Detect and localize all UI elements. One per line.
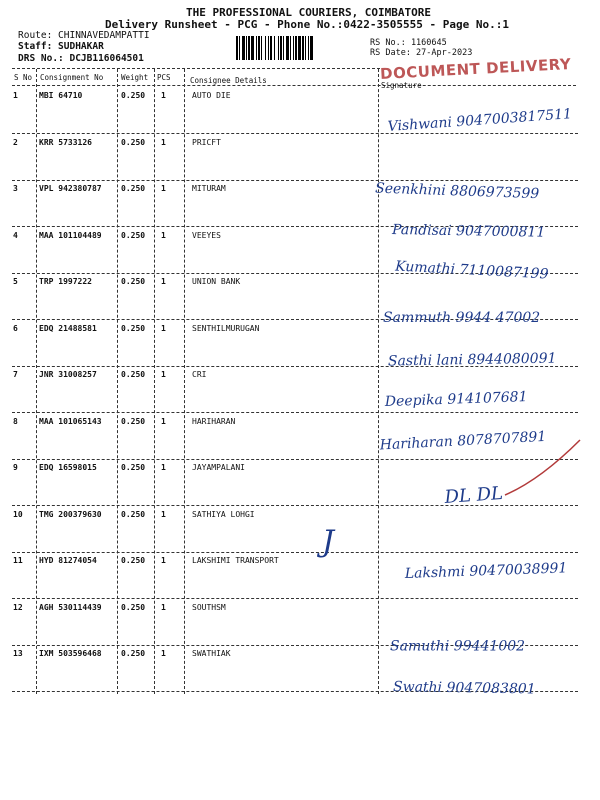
handwritten-signature: Kumathi 7110087199	[394, 258, 549, 283]
row-pcs: 1	[161, 323, 166, 333]
row-consignee: CRI	[192, 370, 207, 379]
row-weight: 0.250	[121, 137, 146, 147]
red-ink-mark	[505, 440, 580, 495]
col-signature: Signature	[381, 81, 422, 90]
row-pcs: 1	[161, 649, 166, 658]
row-consignee: SENTHILMURUGAN	[192, 323, 260, 333]
row-weight: 0.250	[121, 277, 146, 286]
row-weight: 0.250	[121, 184, 146, 193]
handwritten-signature: DL DL	[443, 482, 504, 508]
row-sno: 10	[13, 509, 23, 519]
row-consignment-no: VPL 942380787	[39, 184, 102, 193]
row-consignment-no: MBI 64710	[39, 91, 83, 100]
handwritten-signature: Hariharan 8078707891	[379, 428, 547, 454]
row-pcs: 1	[161, 602, 166, 612]
row-sno: 3	[13, 184, 18, 193]
handwritten-signature: Pandisai 9047000811	[391, 222, 546, 241]
row-sno: 2	[13, 137, 18, 147]
row-consignee: SWATHIAK	[192, 649, 231, 658]
row-pcs: 1	[161, 556, 166, 565]
row-sno: 12	[13, 602, 23, 612]
row-consignee: UNION BANK	[192, 277, 241, 286]
row-sno: 11	[13, 556, 23, 565]
row-weight: 0.250	[121, 91, 146, 100]
row-consignee: JAYAMPALANI	[192, 463, 245, 472]
row-pcs: 1	[161, 91, 166, 100]
row-sno: 6	[13, 323, 18, 333]
handwritten-signature: J	[322, 524, 335, 560]
row-consignment-no: MAA 101065143	[39, 416, 102, 426]
drs-number: DRS No.: DCJB116064501	[18, 53, 144, 64]
row-consignee: AUTO DIE	[192, 91, 231, 100]
row-consignee: SOUTHSM	[192, 602, 226, 612]
rs-number: RS No.: 1160645	[370, 38, 447, 48]
row-sno: 5	[13, 277, 18, 286]
row-pcs: 1	[161, 137, 166, 147]
row-consignment-no: TRP 1997222	[39, 277, 92, 286]
row-consignee: SATHIYA LOHGI	[192, 509, 255, 519]
row-sno: 8	[13, 416, 18, 426]
row-consignee: LAKSHIMI TRANSPORT	[192, 556, 279, 565]
row-pcs: 1	[161, 277, 166, 286]
handwritten-signature: Sasthi lani 8944080091	[387, 350, 557, 370]
row-weight: 0.250	[121, 230, 146, 240]
company-title: THE PROFESSIONAL COURIERS, COIMBATORE	[186, 6, 432, 19]
row-pcs: 1	[161, 370, 166, 379]
row-weight: 0.250	[121, 602, 146, 612]
row-sno: 9	[13, 463, 18, 472]
row-consignee: MITURAM	[192, 184, 226, 193]
handwritten-signature: Swathi 9047083801	[392, 679, 536, 698]
row-weight: 0.250	[121, 463, 146, 472]
row-consignment-no: AGH 530114439	[39, 602, 102, 612]
runsheet-title: Delivery Runsheet - PCG - Phone No.:0422-3505555 - Page No.:1	[105, 18, 509, 31]
handwritten-signature: Sammuth 9944 47002	[383, 310, 541, 326]
row-consignee: HARIHARAN	[192, 416, 236, 426]
document-delivery-stamp: DOCUMENT DELIVERY	[379, 55, 572, 83]
row-consignment-no: JNR 31008257	[39, 370, 97, 379]
row-weight: 0.250	[121, 509, 146, 519]
row-consignment-no: HYD 81274054	[39, 556, 97, 565]
handwritten-signature: Deepika 914107681	[384, 389, 528, 410]
row-consignment-no: KRR 5733126	[39, 137, 92, 147]
handwritten-signature: Lakshmi 90470038991	[404, 560, 568, 582]
col-consignment: Consignment No	[40, 73, 104, 82]
row-pcs: 1	[161, 416, 166, 426]
row-consignment-no: EDQ 21488581	[39, 323, 97, 333]
row-pcs: 1	[161, 509, 166, 519]
row-pcs: 1	[161, 184, 166, 193]
route-label: Route: CHINNAVEDAMPATTI	[18, 30, 150, 41]
row-consignment-no: EDQ 16598015	[39, 463, 97, 472]
row-weight: 0.250	[121, 323, 146, 333]
col-consignee: Consignee Details	[190, 76, 267, 85]
handwritten-signature: Samuthi 99441002	[390, 638, 526, 655]
row-weight: 0.250	[121, 416, 146, 426]
staff-label: Staff: SUDHAKAR	[18, 41, 104, 52]
row-weight: 0.250	[121, 649, 146, 658]
row-consignment-no: IXM 503596468	[39, 649, 102, 658]
rs-date: RS Date: 27-Apr-2023	[370, 48, 473, 58]
col-sno: S No	[14, 73, 33, 82]
row-sno: 13	[13, 649, 23, 658]
col-pcs: PCS	[157, 73, 171, 82]
row-pcs: 1	[161, 230, 166, 240]
handwritten-signature: Seenkhini 8806973599	[374, 180, 540, 203]
row-sno: 7	[13, 370, 18, 379]
row-consignee: VEEYES	[192, 230, 221, 240]
row-pcs: 1	[161, 463, 166, 472]
row-consignment-no: MAA 101104489	[39, 230, 102, 240]
row-weight: 0.250	[121, 370, 146, 379]
row-sno: 1	[13, 91, 18, 100]
row-sno: 4	[13, 230, 18, 240]
handwritten-signature: Vishwani 9047003817511	[387, 106, 573, 135]
row-weight: 0.250	[121, 556, 146, 565]
col-weight: Weight	[121, 73, 149, 82]
row-consignment-no: TMG 200379630	[39, 509, 102, 519]
row-consignee: PRICFT	[192, 137, 221, 147]
